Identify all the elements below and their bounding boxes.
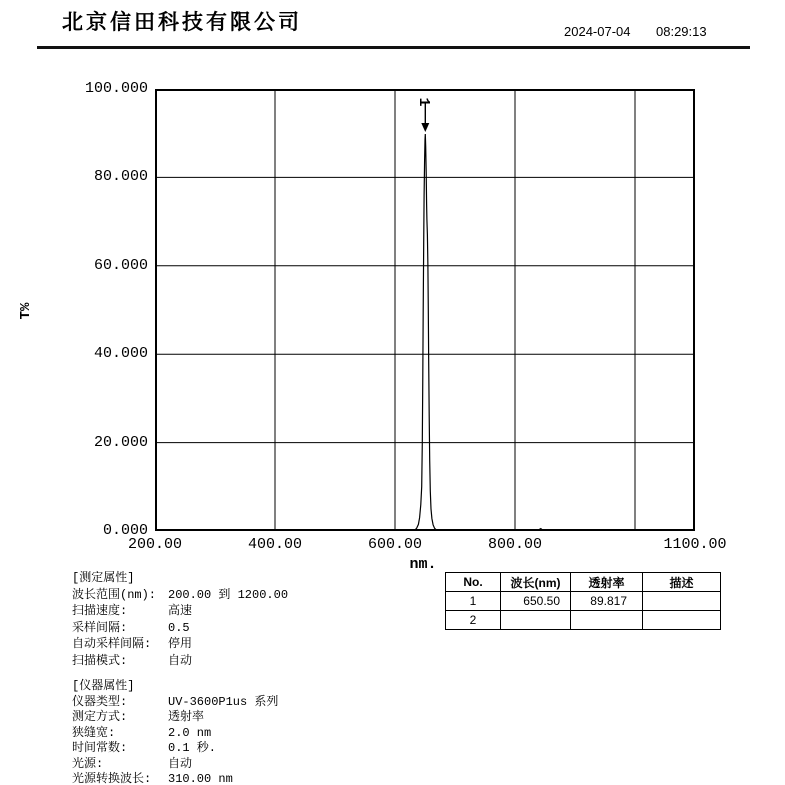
property-row xyxy=(72,741,278,756)
peak-table-header-cell: 透射率 xyxy=(571,573,643,592)
property-label: 狭缝宽: xyxy=(72,725,116,740)
property-label: 自动采样间隔: xyxy=(72,637,152,652)
property-value: 透射率 xyxy=(168,710,205,725)
peak-table-row xyxy=(446,592,721,611)
peak-table-header-cell: 波长(nm) xyxy=(501,573,571,592)
peak-table-cell xyxy=(643,592,721,611)
y-tick-label: 0.000 xyxy=(102,522,148,539)
peak-table-cell xyxy=(501,611,571,630)
measurement-properties-section xyxy=(72,570,288,669)
property-value: UV-3600P1us 系列 xyxy=(168,695,279,709)
x-tick-label: 400.00 xyxy=(247,536,302,553)
property-label: 扫描速度: xyxy=(72,604,128,619)
peak-table-cell: 650.50 xyxy=(501,592,571,611)
peak-table-header-row xyxy=(446,573,721,592)
property-value: 0.1 秒. xyxy=(168,741,217,756)
property-value: 自动 xyxy=(168,653,193,668)
property-row xyxy=(72,587,288,603)
peak-table-cell: 89.817 xyxy=(571,592,643,611)
peak-result-table xyxy=(445,572,721,630)
property-label: 时间常数: xyxy=(72,741,128,756)
property-value: 310.00 nm xyxy=(168,771,233,785)
y-tick-label: 60.000 xyxy=(93,256,148,274)
property-row xyxy=(72,757,278,772)
peak-annotation-arrowhead xyxy=(421,123,429,132)
property-label: 仪器类型: xyxy=(72,695,128,709)
y-tick-label: 80.000 xyxy=(93,168,148,186)
plot-area xyxy=(155,89,695,531)
property-label: 采样间隔: xyxy=(72,620,128,635)
peak-table-cell: 2 xyxy=(446,611,501,630)
instrument-properties-section xyxy=(72,678,278,785)
property-row xyxy=(72,772,278,785)
y-axis-title: T% xyxy=(18,302,34,320)
property-value: 2.0 nm xyxy=(168,725,212,740)
company-name: 北京信田科技有限公司 xyxy=(62,11,302,34)
y-tick-label: 100.000 xyxy=(84,80,148,97)
header-divider xyxy=(37,46,750,49)
peak-table-header-cell: 描述 xyxy=(643,573,721,592)
peak-table-cell xyxy=(571,611,643,630)
property-row xyxy=(72,726,278,741)
report-date: 2024-07-04 xyxy=(564,24,631,39)
x-axis-title: nm. xyxy=(409,556,437,573)
peak-table-cell xyxy=(643,611,721,630)
report-time: 08:29:13 xyxy=(656,24,707,39)
property-label: 扫描模式: xyxy=(72,653,128,668)
property-row xyxy=(72,653,288,669)
x-tick-label: 200.00 xyxy=(127,536,182,553)
measurement-properties-title: [测定属性] xyxy=(72,571,135,585)
property-row xyxy=(72,620,288,636)
property-value: 自动 xyxy=(168,756,193,771)
x-tick-label: 600.00 xyxy=(367,536,422,553)
y-tick-label: 40.000 xyxy=(93,345,148,363)
property-value: 停用 xyxy=(168,637,193,652)
x-tick-label: 800.00 xyxy=(487,536,542,553)
y-tick-label: 20.000 xyxy=(93,433,148,451)
property-value: 0.5 xyxy=(168,620,190,635)
property-value: 200.00 到 1200.00 xyxy=(168,588,289,602)
property-row xyxy=(72,710,278,725)
property-label: 光源: xyxy=(72,756,104,771)
peak-table-row xyxy=(446,611,721,630)
x-tick-label: 1100.00 xyxy=(663,536,727,553)
property-row xyxy=(72,695,278,710)
peak-annotation-label: 1 xyxy=(415,97,432,107)
property-row xyxy=(72,636,288,652)
property-label: 波长范围(nm): xyxy=(72,588,157,602)
property-value: 高速 xyxy=(168,604,193,619)
instrument-properties-title: [仪器属性] xyxy=(72,679,135,693)
property-row xyxy=(72,603,288,619)
peak-table-header-cell: No. xyxy=(446,573,501,592)
property-label: 光源转换波长: xyxy=(72,771,152,785)
transmittance-curve xyxy=(155,134,695,531)
property-label: 测定方式: xyxy=(72,710,128,725)
peak-table-cell: 1 xyxy=(446,592,501,611)
